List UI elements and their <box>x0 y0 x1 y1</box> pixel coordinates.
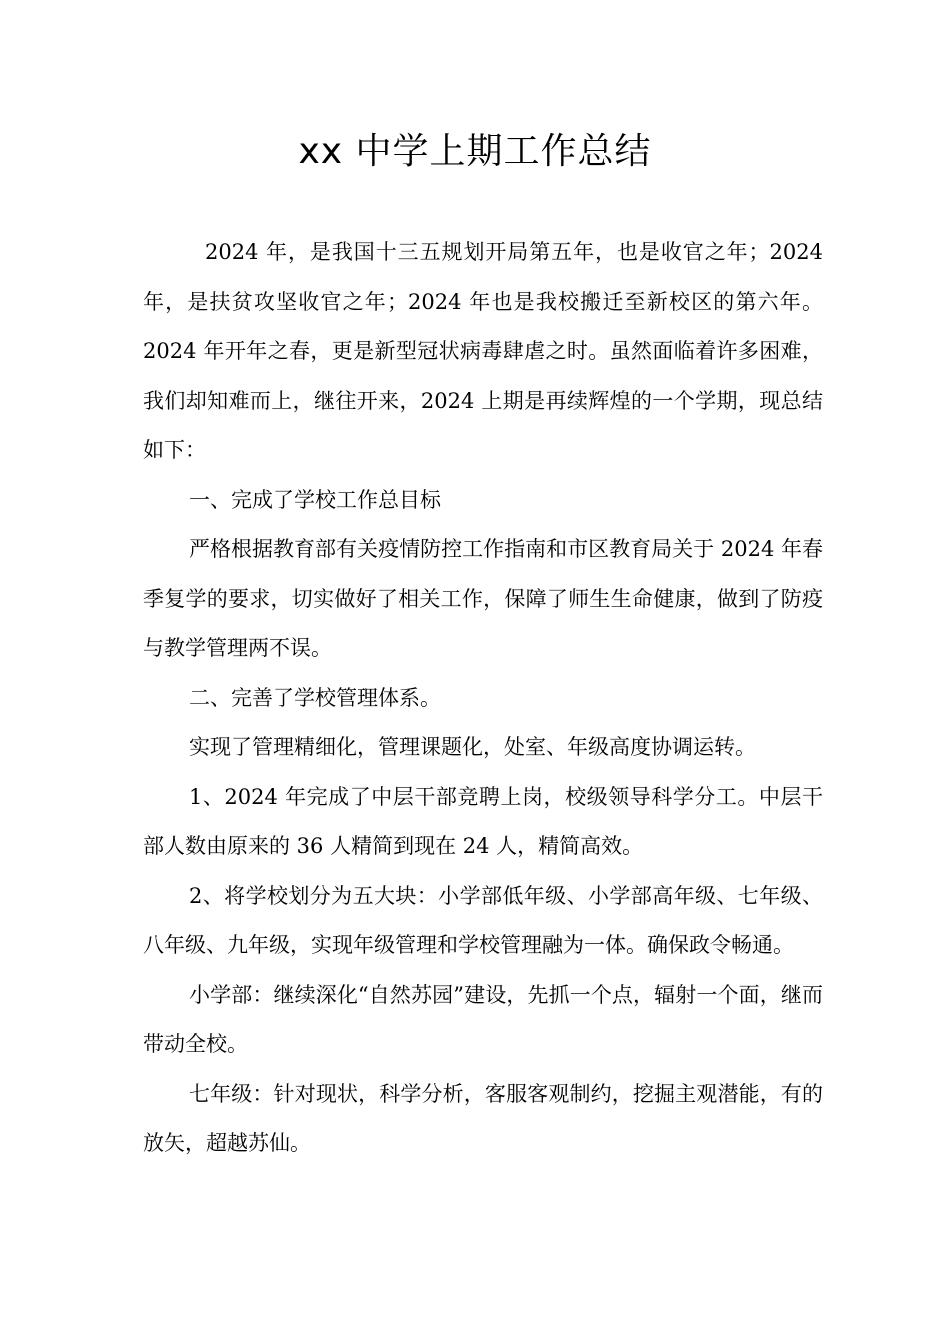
paragraph-grade-seven: 七年级：针对现状，科学分析，客服客观制约，挖掘主观潜能，有的放矢，超越苏仙。 <box>143 1081 823 1155</box>
paragraph-intro: 2024 年，是我国十三五规划开局第五年，也是收官之年；2024 年，是扶贫攻坚收官之年；2024 年也是我校搬迁至新校区的第六年。2024 年开年之春，更是新型冠状病毒肆虐之时。虽然面临着许多困难，我们却知难而上，继往开来，2024 上期是再续辉煌的一个学期，现总结如下： <box>143 240 823 462</box>
list-item-1: 1、2024 年完成了中层干部竞聘上岗，校级领导科学分工。中层干部人数由原来的 36 人精简到现在 24 人，精简高效。 <box>143 784 823 858</box>
list-item-2: 2、将学校划分为五大块：小学部低年级、小学部高年级、七年级、八年级、九年级，实现年级管理和学校管理融为一体。确保政令畅通。 <box>143 883 823 957</box>
document-body <box>143 228 823 1169</box>
section-heading-1: 一、完成了学校工作总目标 <box>189 487 441 512</box>
paragraph-management: 实现了管理精细化，管理课题化，处室、年级高度协调运转。 <box>189 735 756 759</box>
document-title: xx 中学上期工作总结 <box>298 131 652 172</box>
paragraph-primary-school: 小学部：继续深化“自然苏园”建设，先抓一个点，辐射一个面，继而带动全校。 <box>143 982 823 1056</box>
section-heading-2: 二、完善了学校管理体系。 <box>189 685 441 710</box>
paragraph-epidemic: 严格根据教育部有关疫情防控工作指南和市区教育局关于 2024 年春季复学的要求，切实做好了相关工作，保障了师生生命健康，做到了防疫与教学管理两不误。 <box>143 537 823 660</box>
